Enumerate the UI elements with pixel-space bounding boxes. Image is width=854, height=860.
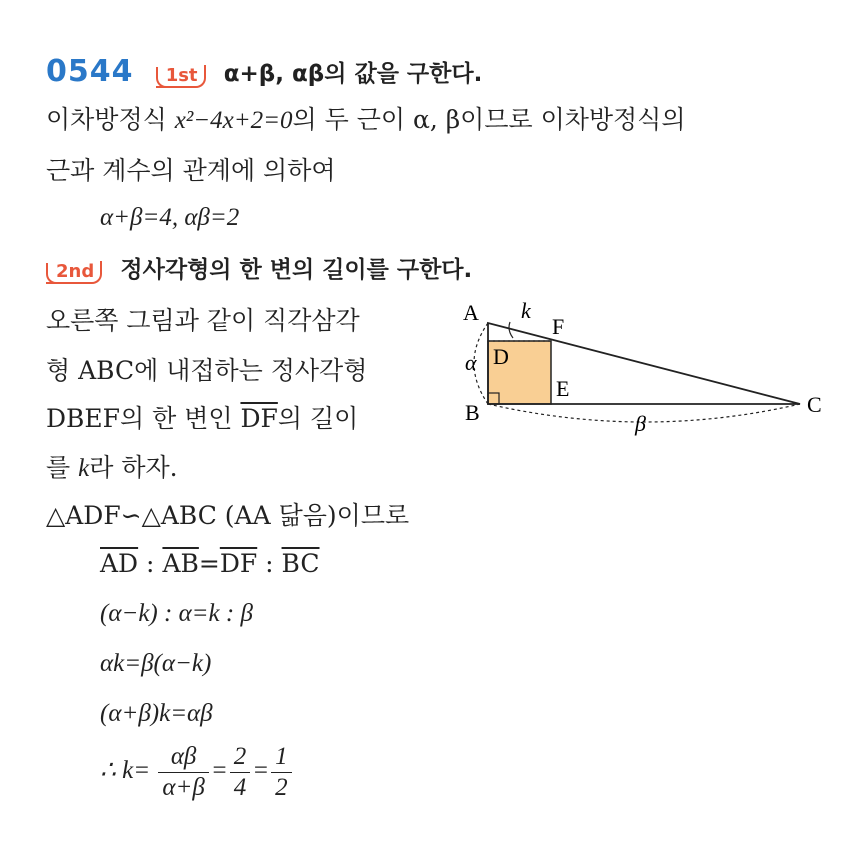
step1-heading: α+β, αβ의 값을 구한다.: [223, 61, 483, 87]
para-line-2: 형 ABC에 내접하는 정사각형: [46, 356, 368, 385]
step2-heading: 정사각형의 한 변의 길이를 구한다.: [120, 257, 473, 283]
label-k: k: [521, 298, 531, 323]
equation-2: (α−k) : α=k : β: [100, 600, 253, 627]
para-line-3-pre: DBEF의 한 변인: [46, 404, 241, 433]
label-e: E: [556, 376, 570, 401]
equation-3: αk=β(α−k): [100, 650, 212, 677]
equals: =: [252, 757, 270, 785]
label-b: B: [465, 400, 480, 425]
fraction-3-num: 1: [271, 742, 292, 773]
para-line-3: [46, 403, 358, 435]
text-line-1-post: 의 두 근이 α, β이므로 이차방정식의: [292, 105, 686, 134]
label-a: A: [463, 300, 479, 325]
label-c: C: [807, 392, 822, 417]
equation-5: [100, 742, 294, 803]
label-f: F: [552, 314, 565, 339]
fraction-3-den: 2: [275, 774, 288, 801]
text-line-2: 근과 계수의 관계에 의하여: [46, 156, 336, 185]
step1-line: [46, 54, 482, 89]
therefore-k: ∴ k=: [100, 757, 151, 785]
colon: :: [138, 549, 163, 578]
quadratic-equation: x²−4x+2=0: [174, 107, 293, 134]
label-beta: β: [635, 411, 646, 436]
fraction-1-den: α+β: [162, 774, 205, 801]
label-alpha: α: [465, 350, 477, 375]
fraction-2-num: 2: [230, 742, 251, 773]
triangle-figure: [455, 290, 835, 440]
para-line-4: [46, 452, 178, 485]
variable-k: k: [78, 455, 90, 482]
equation-4: (α+β)k=αβ: [100, 700, 213, 727]
fraction-1: [158, 742, 208, 803]
segment-ad: $\overline{AD}$: [100, 549, 139, 578]
step2-line: [46, 251, 472, 284]
fraction-2: [230, 742, 251, 803]
segment-df: $\overline{DF}$: [240, 404, 278, 433]
step2-badge: 2nd: [46, 261, 102, 284]
text-line-1-pre: 이차방정식: [46, 105, 175, 134]
fraction-2-den: 4: [233, 774, 247, 801]
fraction-1-num: αβ: [158, 742, 208, 773]
similarity-line: △ADF∽△ABC (AA 닮음)이므로: [46, 501, 410, 530]
text-line-1: [46, 104, 685, 137]
ratio-equation: [100, 548, 320, 580]
equals: =: [210, 757, 228, 785]
segment-ab: $\overline{AB}$: [162, 549, 199, 578]
segment-df-eq: $\overline{DF}$: [219, 549, 258, 578]
para-line-4-post: 라 하자.: [89, 453, 178, 482]
fraction-3: [271, 742, 292, 803]
label-d: D: [493, 344, 509, 369]
colon: :: [257, 549, 282, 578]
para-line-1: 오른쪽 그림과 같이 직각삼각: [46, 306, 360, 335]
sum-product-values: α+β=4, αβ=2: [100, 204, 240, 231]
equals: =: [198, 549, 220, 578]
para-line-3-post: 의 길이: [277, 404, 359, 433]
segment-bc: $\overline{BC}$: [281, 549, 320, 578]
step1-badge: 1st: [156, 65, 206, 88]
problem-number: 0544: [46, 54, 134, 89]
para-line-4-pre: 를: [46, 453, 79, 482]
